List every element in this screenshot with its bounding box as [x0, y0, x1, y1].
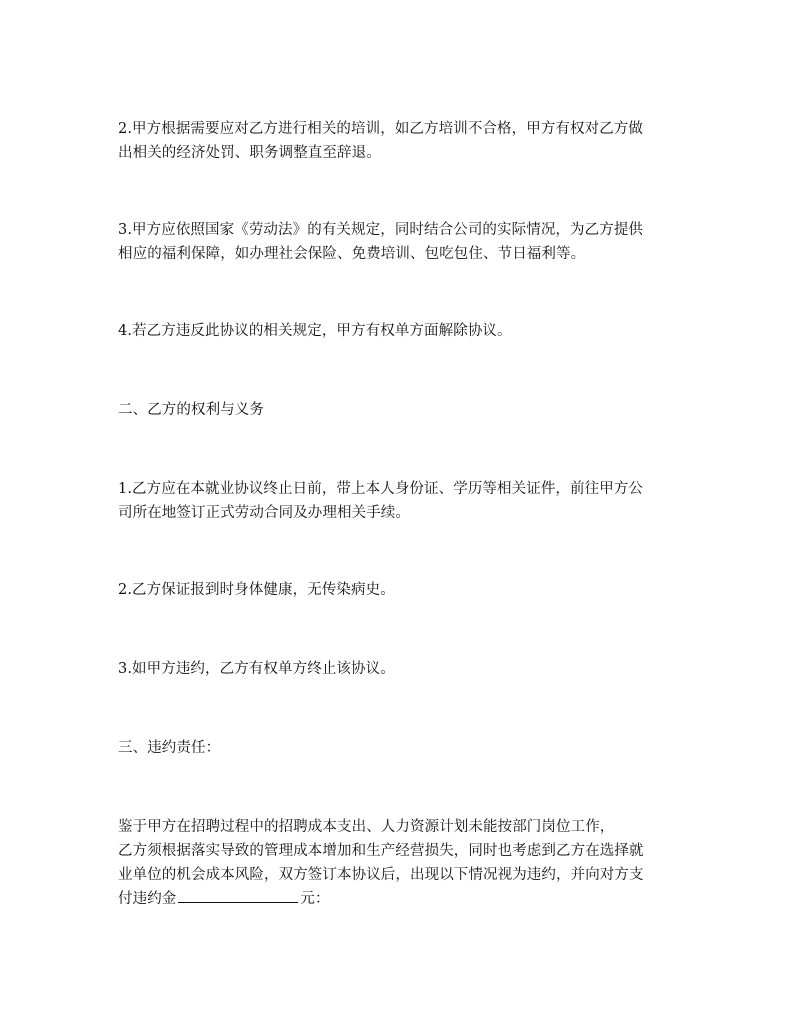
clause-a-2-line-1: 2.甲方根据需要应对乙方进行相关的培训，如乙方培训不合格，甲方有权对乙方做: [118, 121, 644, 137]
clause-a-3-line-2: 相应的福利保障，如办理社会保险、免费培训、包吃包住、节日福利等。: [118, 246, 586, 262]
penalty-prefix: 付违约金: [118, 891, 177, 907]
clause-b-3: [118, 657, 688, 681]
clause-a-4-line-1: 4.若乙方违反此协议的相关规定，甲方有权单方面解除协议。: [118, 323, 512, 339]
clause-b-1-line-2: 司所在地签订正式劳动合同及办理相关手续。: [118, 505, 410, 521]
clause-b-2-line-1: 2.乙方保证报到时身体健康，无传染病史。: [118, 582, 395, 598]
penalty-amount-blank[interactable]: [178, 888, 298, 903]
section-3-heading-text: 三、违约责任：: [118, 740, 221, 756]
clause-a-3: [118, 218, 688, 266]
clause-a-3-line-1: 3.甲方应依照国家《劳动法》的有关规定，同时结合公司的实际情况，为乙方提供: [118, 222, 644, 238]
section-2-heading: [118, 398, 688, 422]
clause-a-2: [118, 117, 688, 165]
clause-a-2-line-2: 出相关的经济处罚、职务调整直至辞退。: [118, 145, 381, 161]
liability-line-3: 业单位的机会成本风险，双方签订本协议后，出现以下情况视为违约，并向对方支: [118, 867, 644, 883]
liability-line-2: 乙方须根据落实导致的管理成本增加和生产经营损失，同时也考虑到乙方在选择就: [118, 843, 644, 859]
penalty-suffix: 元：: [300, 891, 330, 907]
liability-line-1: 鉴于甲方在招聘过程中的招聘成本支出、人力资源计划未能按部门岗位工作，: [118, 819, 615, 835]
clause-b-1: [118, 477, 688, 525]
clause-a-4: [118, 319, 688, 343]
liability-text: [118, 815, 688, 911]
section-3-heading: [118, 736, 688, 760]
clause-b-1-line-1: 1.乙方应在本就业协议终止日前，带上本人身份证、学历等相关证件，前往甲方公: [118, 481, 644, 497]
clause-b-3-line-1: 3.如甲方违约，乙方有权单方终止该协议。: [118, 661, 395, 677]
clause-b-2: [118, 578, 688, 602]
liability-line-4: [118, 887, 688, 911]
section-2-heading-text: 二、乙方的权利与义务: [118, 402, 264, 418]
